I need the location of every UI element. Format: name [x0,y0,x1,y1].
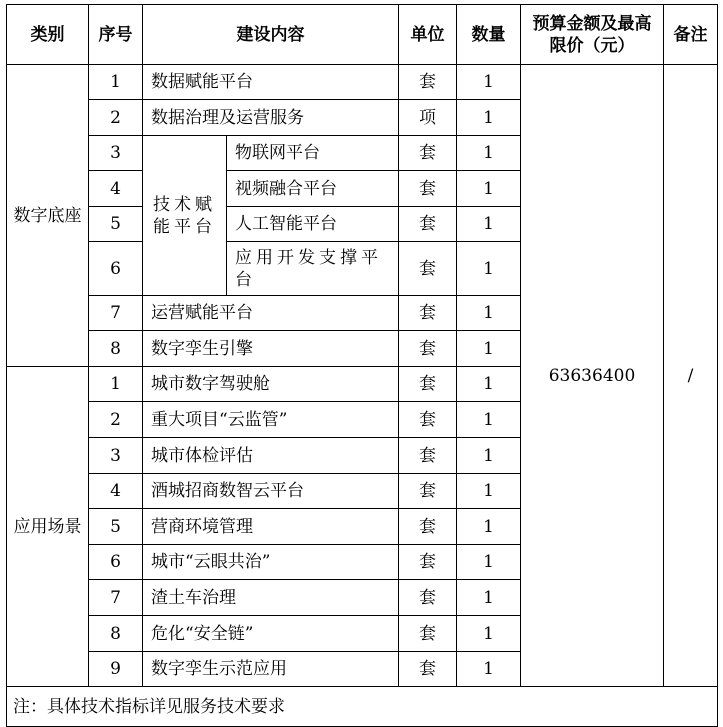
row-qty: 1 [457,100,521,136]
row-qty: 1 [457,367,521,402]
row-qty: 1 [457,474,521,509]
row-unit: 项 [399,100,457,136]
row-seq: 6 [89,242,143,296]
row-content: 重大项目“云监管” [143,402,399,438]
row-content: 城市“云眼共治” [143,545,399,580]
row-content: 应用开发支撑平台 [227,242,399,296]
table-row [7,65,718,100]
header-budget: 预算金额及最高限价（元） [521,5,664,65]
row-content: 酒城招商数智云平台 [143,474,399,509]
row-content: 城市数字驾驶舱 [143,367,399,402]
row-unit: 套 [399,474,457,509]
row-qty: 1 [457,242,521,296]
procurement-table-sheet [6,4,718,727]
budget-amount-cell: 63636400 [521,65,664,687]
row-unit: 套 [399,545,457,580]
row-qty: 1 [457,545,521,580]
row-seq: 2 [89,100,143,136]
header-seq: 序号 [89,5,143,65]
row-content: 运营赋能平台 [143,296,399,331]
row-unit: 套 [399,580,457,616]
footnote: 注：具体技术指标详见服务技术要求 [7,687,718,727]
row-seq: 8 [89,616,143,652]
row-seq: 4 [89,171,143,207]
row-seq: 8 [89,331,143,367]
row-unit: 套 [399,402,457,438]
row-content: 危化“安全链” [143,616,399,652]
row-unit: 套 [399,207,457,242]
row-qty: 1 [457,296,521,331]
header-row [7,5,718,65]
row-content: 城市体检评估 [143,438,399,474]
row-unit: 套 [399,438,457,474]
row-content: 营商环境管理 [143,509,399,545]
header-category: 类别 [7,5,89,65]
row-seq: 4 [89,474,143,509]
row-unit: 套 [399,331,457,367]
header-unit: 单位 [399,5,457,65]
row-unit: 套 [399,65,457,100]
subgroup-tech-enable: 技术赋能平台 [143,136,227,296]
row-unit: 套 [399,242,457,296]
budget-table [6,4,718,727]
row-seq: 7 [89,580,143,616]
row-seq: 5 [89,509,143,545]
row-content: 数字孪生示范应用 [143,652,399,687]
row-unit: 套 [399,296,457,331]
row-unit: 套 [399,652,457,687]
row-qty: 1 [457,616,521,652]
row-content: 数据赋能平台 [143,65,399,100]
row-qty: 1 [457,65,521,100]
row-seq: 1 [89,65,143,100]
category-app-scene: 应用场景 [7,367,89,687]
row-unit: 套 [399,616,457,652]
row-seq: 2 [89,402,143,438]
row-content: 数据治理及运营服务 [143,100,399,136]
row-content: 渣土车治理 [143,580,399,616]
row-qty: 1 [457,402,521,438]
row-content: 视频融合平台 [227,171,399,207]
row-seq: 7 [89,296,143,331]
category-digital-base: 数字底座 [7,65,89,367]
row-content: 数字孪生引擎 [143,331,399,367]
header-remark: 备注 [664,5,718,65]
row-seq: 5 [89,207,143,242]
remark-cell: / [664,65,718,687]
row-seq: 3 [89,136,143,171]
row-unit: 套 [399,171,457,207]
row-seq: 3 [89,438,143,474]
row-unit: 套 [399,367,457,402]
footnote-row [7,687,718,727]
row-qty: 1 [457,509,521,545]
row-qty: 1 [457,171,521,207]
row-seq: 1 [89,367,143,402]
row-seq: 6 [89,545,143,580]
row-unit: 套 [399,509,457,545]
header-content: 建设内容 [143,5,399,65]
row-qty: 1 [457,331,521,367]
row-qty: 1 [457,207,521,242]
row-unit: 套 [399,136,457,171]
row-qty: 1 [457,438,521,474]
row-qty: 1 [457,652,521,687]
row-content: 物联网平台 [227,136,399,171]
row-qty: 1 [457,580,521,616]
row-qty: 1 [457,136,521,171]
row-seq: 9 [89,652,143,687]
header-qty: 数量 [457,5,521,65]
row-content: 人工智能平台 [227,207,399,242]
